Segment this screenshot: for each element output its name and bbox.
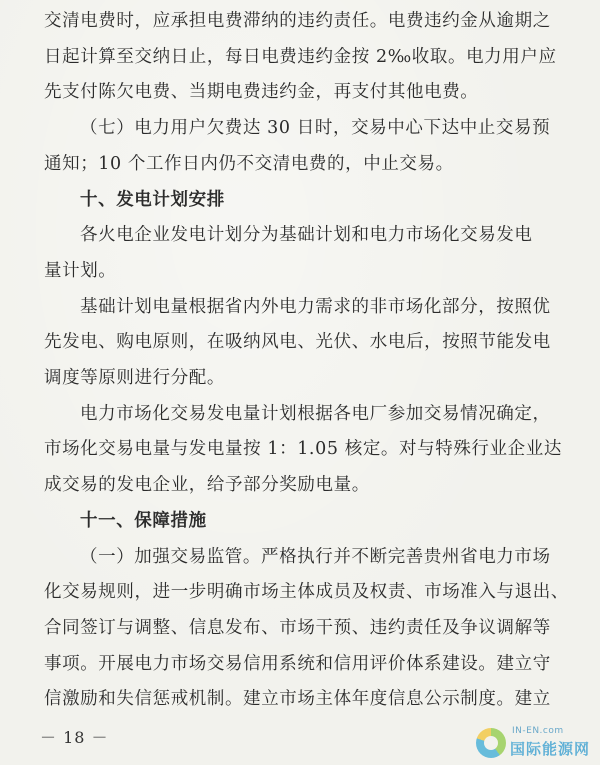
text-line	[0, 75, 600, 109]
section-heading	[0, 183, 600, 217]
page-number: － 18 －	[40, 728, 109, 747]
text-line-content: 调度等原则进行分配。	[44, 368, 225, 388]
watermark-brand: 国际能源网	[510, 740, 591, 758]
text-line	[0, 218, 600, 252]
watermark-domain: IN-EN.com	[512, 726, 564, 736]
text-line	[0, 432, 600, 466]
text-line	[0, 290, 600, 324]
text-line	[0, 325, 600, 359]
text-line	[0, 540, 600, 574]
text-line	[0, 611, 600, 645]
section-heading	[0, 504, 600, 538]
text-line	[0, 4, 600, 38]
text-line-content: 电力市场化交易发电量计划根据各电厂参加交易情况确定，	[80, 403, 551, 424]
text-line	[0, 575, 600, 609]
watermark-logo-icon	[476, 728, 506, 758]
text-line-content: 各火电企业发电计划分为基础计划和电力市场化交易发电	[80, 225, 533, 246]
text-line	[0, 647, 600, 681]
text-line	[0, 468, 600, 502]
text-line	[0, 40, 600, 74]
text-line-content: 信激励和失信惩戒机制。建立市场主体年度信息公示制度。建立	[44, 689, 551, 710]
section-heading-text: 十一、保障措施	[80, 510, 207, 531]
text-line	[0, 397, 600, 431]
text-line-content: 化交易规则，进一步明确市场主体成员及权责、市场准入与退出、	[44, 582, 569, 603]
text-line-content: 合同签订与调整、信息发布、市场干预、违约责任及争议调解等	[44, 617, 551, 638]
text-line-content: 事项。开展电力市场交易信用系统和信用评价体系建设。建立守	[44, 653, 551, 674]
text-line-content: （一）加强交易监管。严格执行并不断完善贵州省电力市场	[80, 546, 551, 567]
text-line-content: 量计划。	[44, 260, 117, 281]
site-watermark	[476, 725, 594, 761]
text-line	[0, 682, 600, 716]
text-line	[0, 254, 600, 288]
text-line-content: 市场化交易电量与发电量按 1：1.05 核定。对与特殊行业企业达	[44, 439, 562, 460]
text-line-content: 交清电费时，应承担电费滞纳的违约责任。电费违约金从逾期之	[44, 11, 551, 31]
text-line-content: （七）电力用户欠费达 30 日时，交易中心下达中止交易预	[80, 118, 551, 139]
text-line	[0, 147, 600, 181]
text-line-content: 先发电、购电原则，在吸纳风电、光伏、水电后，按照节能发电	[44, 332, 551, 353]
text-line-content: 日起计算至交纳日止，每日电费违约金按 2‰收取。电力用户应	[44, 46, 557, 67]
text-line-content: 成交易的发电企业，给予部分奖励电量。	[44, 475, 370, 496]
text-line-content: 通知；10 个工作日内仍不交清电费的，中止交易。	[44, 153, 454, 174]
text-line	[0, 111, 600, 145]
section-heading-text: 十、发电计划安排	[80, 189, 225, 210]
text-line-content: 基础计划电量根据省内外电力需求的非市场化部分，按照优	[80, 296, 551, 317]
text-line-content: 先支付陈欠电费、当期电费违约金，再支付其他电费。	[44, 82, 479, 103]
text-line	[0, 361, 600, 395]
